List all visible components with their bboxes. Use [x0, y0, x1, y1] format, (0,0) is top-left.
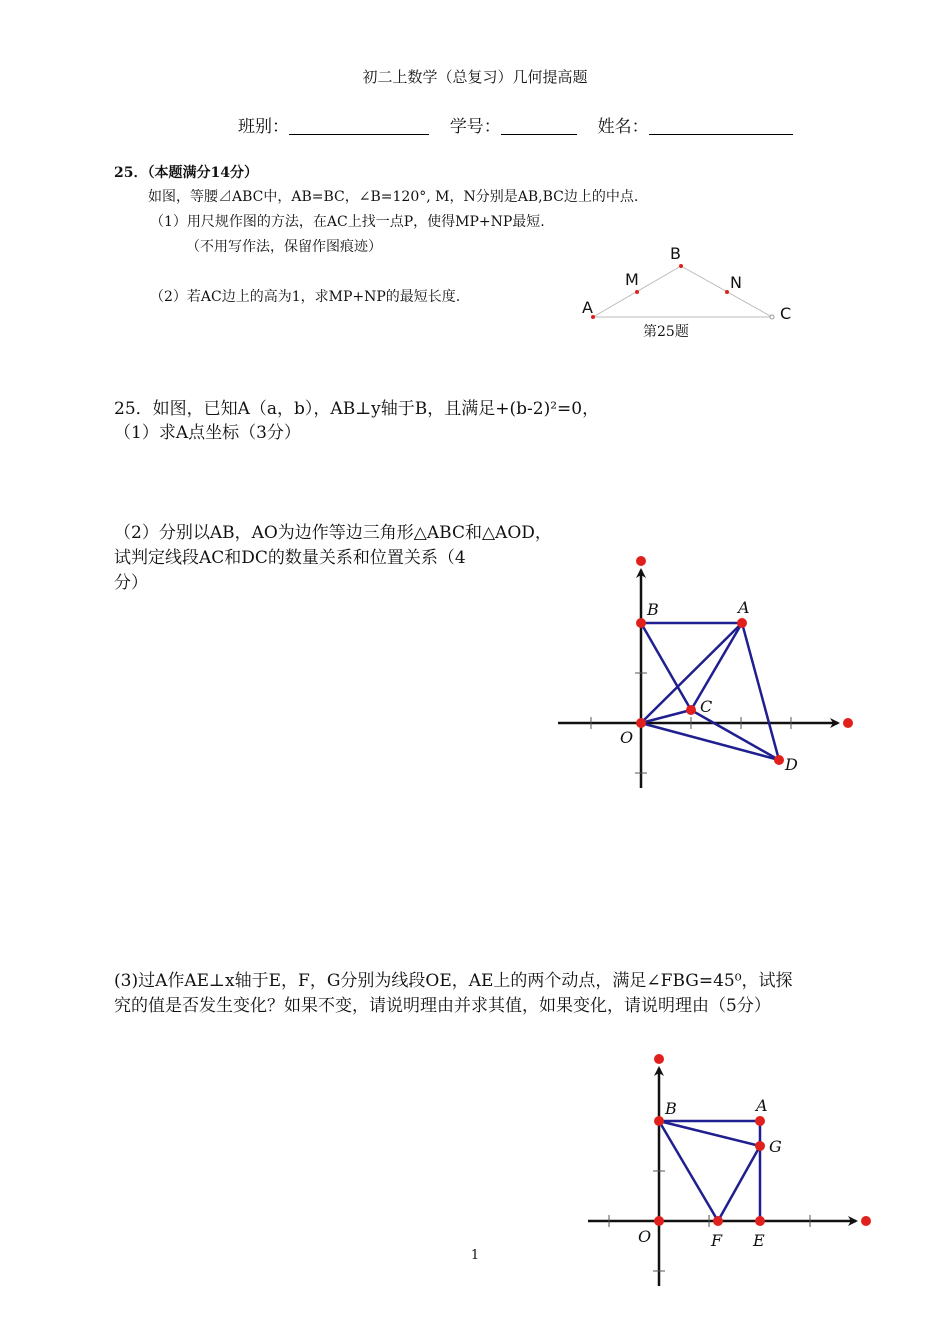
- figure-caption: 第25题: [643, 324, 689, 340]
- problem2-part3-line2: 究的值是否发生变化？如果不变，请说明理由并求其值，如果变化，请说明理由（5分）: [114, 996, 771, 1016]
- label-o: O: [638, 1227, 652, 1246]
- problem1-part1-note: （不用写作法，保留作图痕迹）: [186, 239, 382, 255]
- label-o: O: [620, 728, 634, 747]
- problem1-part2: （2）若AC边上的高为1，求MP+NP的最短长度.: [150, 289, 461, 305]
- page-title: 初二上数学（总复习）几何提高题: [362, 68, 588, 86]
- label-f: F: [711, 1231, 723, 1250]
- label-b: B: [670, 244, 681, 263]
- class-label: 班别：: [238, 117, 289, 137]
- point-g: [755, 1141, 765, 1151]
- segment-bf: [659, 1121, 718, 1221]
- point-f: [713, 1216, 723, 1226]
- student-id-label: 学号：: [449, 117, 501, 137]
- label-b: B: [665, 1099, 677, 1118]
- problem2-part1: （1）求A点坐标（3分）: [114, 423, 301, 443]
- point-y-end: [654, 1054, 664, 1064]
- name-label: 姓名：: [597, 117, 649, 137]
- problem2-part2-line1: （2）分别以AB，AO为边作等边三角形△ABC和△AOD，: [114, 523, 552, 543]
- point-x-end: [861, 1216, 871, 1226]
- label-g: G: [769, 1137, 782, 1156]
- label-n: N: [730, 273, 742, 292]
- problem1-intro: 如图，等腰⊿ABC中，AB=BC，∠B=120°, M，N分别是AB,BC边上的中点.: [148, 189, 639, 205]
- point-e: [755, 1216, 765, 1226]
- label-m: M: [625, 270, 639, 289]
- label-a: A: [738, 598, 750, 617]
- problem1-heading: 25．（本题满分14分）: [114, 165, 258, 181]
- segment-fg: [718, 1146, 760, 1221]
- point-o: [654, 1216, 664, 1226]
- page-number: 1: [470, 1248, 480, 1263]
- label-a: A: [582, 298, 593, 317]
- problem2-intro: 25．如图，已知A（a，b），AB⊥y轴于B，且满足+(b-2)²=0，: [114, 399, 600, 419]
- label-d: D: [785, 755, 798, 774]
- label-e: E: [753, 1231, 765, 1250]
- label-a: A: [756, 1096, 768, 1115]
- point-b: [654, 1116, 664, 1126]
- label-c: C: [700, 697, 713, 716]
- point-a: [755, 1116, 765, 1126]
- problem1-part1: （1）用尺规作图的方法，在AC上找一点P，使得MP+NP最短.: [150, 214, 545, 230]
- segment-bg: [659, 1121, 760, 1146]
- problem2-part2-line2: 试判定线段AC和DC的数量关系和位置关系（4: [114, 548, 466, 568]
- problem2-part3-line1: (3)过A作AE⊥x轴于E，F，G分别为线段OE，AE上的两个动点，满足∠FBG=45⁰，试探: [114, 971, 793, 991]
- label-c: C: [780, 304, 792, 323]
- problem2-part2-line3: 分）: [114, 573, 148, 593]
- label-b: B: [647, 600, 659, 619]
